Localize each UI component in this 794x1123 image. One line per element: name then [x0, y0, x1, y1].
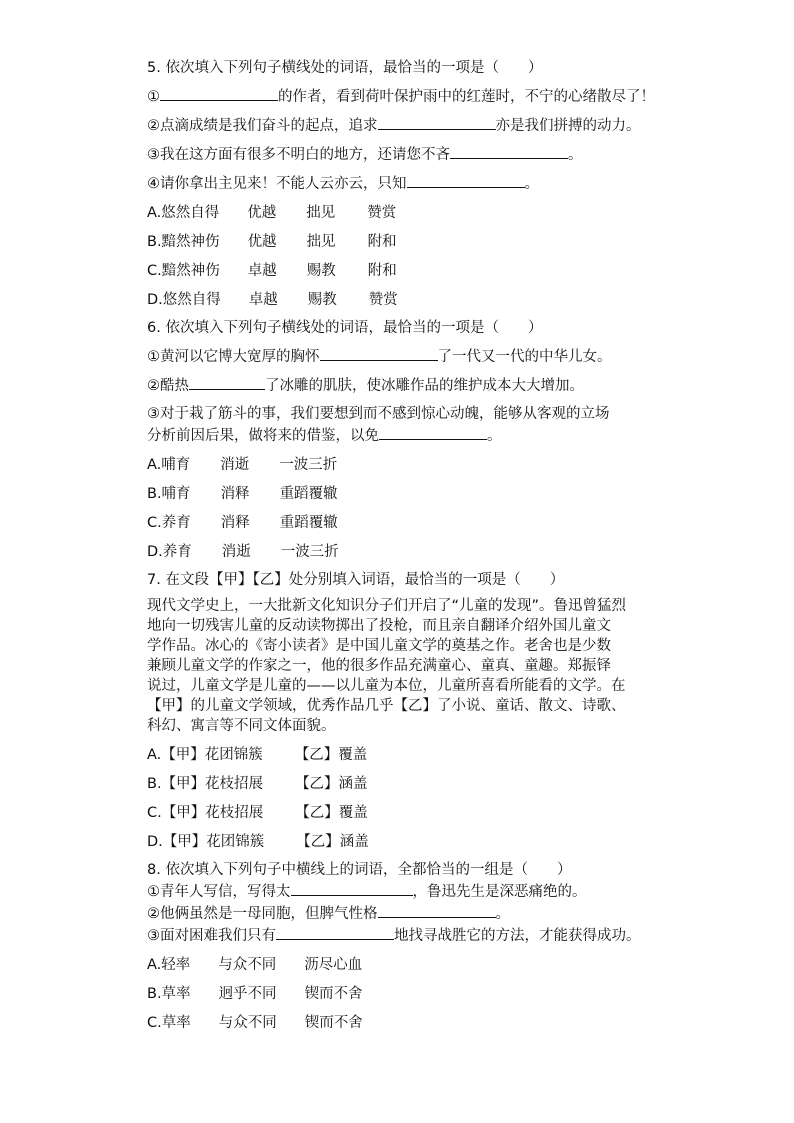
q6-s3-post: 。	[487, 428, 502, 444]
q8-blank-2[interactable]	[378, 903, 496, 918]
q7-passage-line: 学作品。冰心的《寄小读者》是中国儿童文学的奠基之作。老舍也是少数	[147, 638, 611, 654]
option-text: D.悠然自得	[147, 292, 221, 308]
q5-option-c[interactable]	[147, 261, 707, 281]
q6-sentence-2	[147, 375, 707, 396]
option-text: 卓越	[248, 292, 278, 308]
q5-blank-4[interactable]	[407, 173, 525, 188]
q6-sentence-3-line-1: ③对于栽了筋斗的事，我们要想到而不感到惊心动魄，能够从客观的立场	[147, 406, 610, 422]
q6-s2-post: 了冰雕的肌肤，使冰雕作品的维护成本大大增加。	[265, 378, 584, 394]
option-text: 附和	[367, 234, 397, 250]
option-text: D.养育	[147, 544, 192, 560]
q8-s2-post: 。	[495, 906, 510, 922]
q6-option-b[interactable]	[147, 484, 707, 504]
q5-s3-post: 。	[568, 147, 583, 163]
question-8-stem: 8. 依次填入下列句子中横线上的词语，全都恰当的一组是（ ）	[147, 862, 572, 878]
q6-blank-2[interactable]	[189, 375, 265, 390]
q7-passage-line: 说过，儿童文学是儿童的——以儿童为本位，儿童所喜看所能看的文学。在	[147, 678, 626, 694]
q6-s3-pre: 分析前因后果，做将来的借鉴，以免	[147, 428, 379, 444]
option-text: C.黯然神伤	[147, 263, 220, 279]
q5-s2-pre: ②点滴成绩是我们奋斗的起点，追求	[147, 118, 378, 134]
q5-s1-pre: ①	[147, 89, 160, 105]
document-page	[147, 58, 707, 1033]
q5-s3-pre: ③我在这方面有很多不明白的地方，还请您不吝	[147, 147, 450, 163]
question-7-stem: 7. 在文段【甲】【乙】处分别填入词语，最恰当的一项是（ ）	[147, 572, 565, 588]
option-text: 与众不同	[218, 1015, 277, 1031]
q8-sentence-3	[147, 925, 707, 946]
q8-s2-pre: ②他俩虽然是一母同胞，但脾气性格	[147, 906, 378, 922]
option-text: 赞赏	[367, 205, 397, 221]
q5-s2-post: 亦是我们拼搏的动力。	[495, 118, 641, 134]
q8-option-c[interactable]	[147, 1013, 707, 1033]
q5-blank-2[interactable]	[378, 115, 496, 130]
q7-passage-line: 现代文学史上，一大批新文化知识分子们开启了“儿童的发现”。鲁迅曾猛烈	[147, 598, 627, 614]
option-text: 与众不同	[218, 957, 277, 973]
option-text: 赞赏	[368, 292, 398, 308]
option-text: 优越	[247, 234, 277, 250]
q8-s3-pre: ③面对困难我们只有	[147, 928, 276, 944]
option-text: 【乙】覆盖	[294, 747, 368, 763]
q5-s4-pre: ④请你拿出主见来！不能人云亦云，只知	[147, 176, 407, 192]
option-text: 赐教	[306, 263, 336, 279]
q6-option-d[interactable]	[147, 542, 707, 562]
question-5-stem: 5. 依次填入下列句子横线处的词语，最恰当的一项是（ ）	[147, 60, 543, 76]
q6-sentence-1	[147, 346, 707, 367]
option-text: 优越	[247, 205, 277, 221]
q6-s2-pre: ②酷热	[147, 378, 189, 394]
q8-blank-3[interactable]	[276, 925, 394, 940]
q8-s3-post: 地找寻战胜它的方法，才能获得成功。	[394, 928, 641, 944]
q6-blank-3[interactable]	[379, 425, 487, 440]
option-text: A.【甲】花团锦簇	[147, 747, 263, 763]
q7-passage-line: 科幻、寓言等不同文体面貌。	[147, 718, 336, 734]
option-text: 赐教	[307, 292, 337, 308]
q8-s1-post: ，鲁迅先生是深恶痛绝的。	[412, 884, 587, 900]
option-text: C.【甲】花枝招展	[147, 805, 264, 821]
q5-sentence-2	[147, 115, 707, 136]
option-text: 拙见	[306, 205, 336, 221]
q6-sentence-3-line-2	[147, 425, 707, 446]
option-text: C.养育	[147, 515, 191, 531]
option-text: 重蹈覆辙	[279, 486, 338, 502]
option-text: D.【甲】花团锦簇	[147, 834, 265, 850]
option-text: 消释	[220, 486, 250, 502]
q7-option-c[interactable]	[147, 803, 707, 823]
q6-s1-pre: ①黄河以它博大宽厚的胸怀	[147, 349, 320, 365]
option-text: 消逝	[221, 544, 251, 560]
q5-blank-1[interactable]	[160, 86, 278, 101]
q8-sentence-2	[147, 903, 707, 924]
q5-option-a[interactable]	[147, 203, 707, 223]
q7-option-d[interactable]	[147, 832, 707, 852]
option-text: 附和	[367, 263, 397, 279]
option-text: 重蹈覆辙	[279, 515, 338, 531]
q7-passage-line: 地向一切残害儿童的反动读物掷出了投枪，而且亲自翻译介绍外国儿童文	[147, 618, 611, 634]
option-text: 拙见	[306, 234, 336, 250]
option-text: 锲而不舍	[304, 986, 363, 1002]
q7-passage-line: 【甲】的儿童文学领域，优秀作品几乎【乙】了小说、童话、散文、诗歌、	[147, 698, 626, 714]
q8-sentence-1	[147, 881, 707, 902]
q7-passage	[147, 596, 707, 736]
option-text: 锲而不舍	[304, 1015, 363, 1031]
option-text: 卓越	[247, 263, 277, 279]
q5-sentence-4	[147, 173, 707, 194]
option-text: B.【甲】花枝招展	[147, 776, 264, 792]
option-text: A.悠然自得	[147, 205, 220, 221]
option-text: 沥尽心血	[304, 957, 363, 973]
option-text: C.草率	[147, 1015, 191, 1031]
q5-option-b[interactable]	[147, 232, 707, 252]
q8-s1-pre: ①青年人写信，写得太	[147, 884, 291, 900]
option-text: 消释	[220, 515, 250, 531]
q7-option-b[interactable]	[147, 774, 707, 794]
q6-option-c[interactable]	[147, 513, 707, 533]
q5-sentence-1	[147, 86, 693, 107]
q5-s4-post: 。	[524, 176, 539, 192]
q5-blank-3[interactable]	[450, 144, 568, 159]
option-text: A.轻率	[147, 957, 191, 973]
option-text: B.草率	[147, 986, 191, 1002]
q8-blank-1[interactable]	[291, 881, 413, 896]
q6-option-a[interactable]	[147, 455, 707, 475]
option-text: 【乙】涵盖	[295, 776, 368, 792]
q6-blank-1[interactable]	[320, 346, 438, 361]
option-text: 一波三折	[280, 544, 339, 560]
q6-s1-post: 了一代又一代的中华儿女。	[437, 349, 612, 365]
q7-passage-line: 兼顾儿童文学的作家之一，他的很多作品充满童心、童真、童趣。郑振铎	[147, 658, 611, 674]
q7-option-a[interactable]	[147, 745, 707, 765]
option-text: 迥乎不同	[218, 986, 277, 1002]
q5-sentence-3	[147, 144, 707, 165]
question-6-stem: 6. 依次填入下列句子横线处的词语，最恰当的一项是（ ）	[147, 320, 543, 336]
option-text: 一波三折	[279, 457, 338, 473]
q8-option-b[interactable]	[147, 984, 707, 1004]
option-text: B.哺育	[147, 486, 191, 502]
option-text: 【乙】覆盖	[295, 805, 368, 821]
option-text: 【乙】涵盖	[296, 834, 369, 850]
q8-option-a[interactable]	[147, 955, 707, 975]
option-text: 消逝	[220, 457, 250, 473]
option-text: A.哺育	[147, 457, 191, 473]
q5-s1-post: 的作者，看到荷叶保护雨中的红莲时，不宁的心绪散尽了！	[278, 89, 655, 105]
q5-option-d[interactable]	[147, 290, 707, 310]
option-text: B.黯然神伤	[147, 234, 220, 250]
